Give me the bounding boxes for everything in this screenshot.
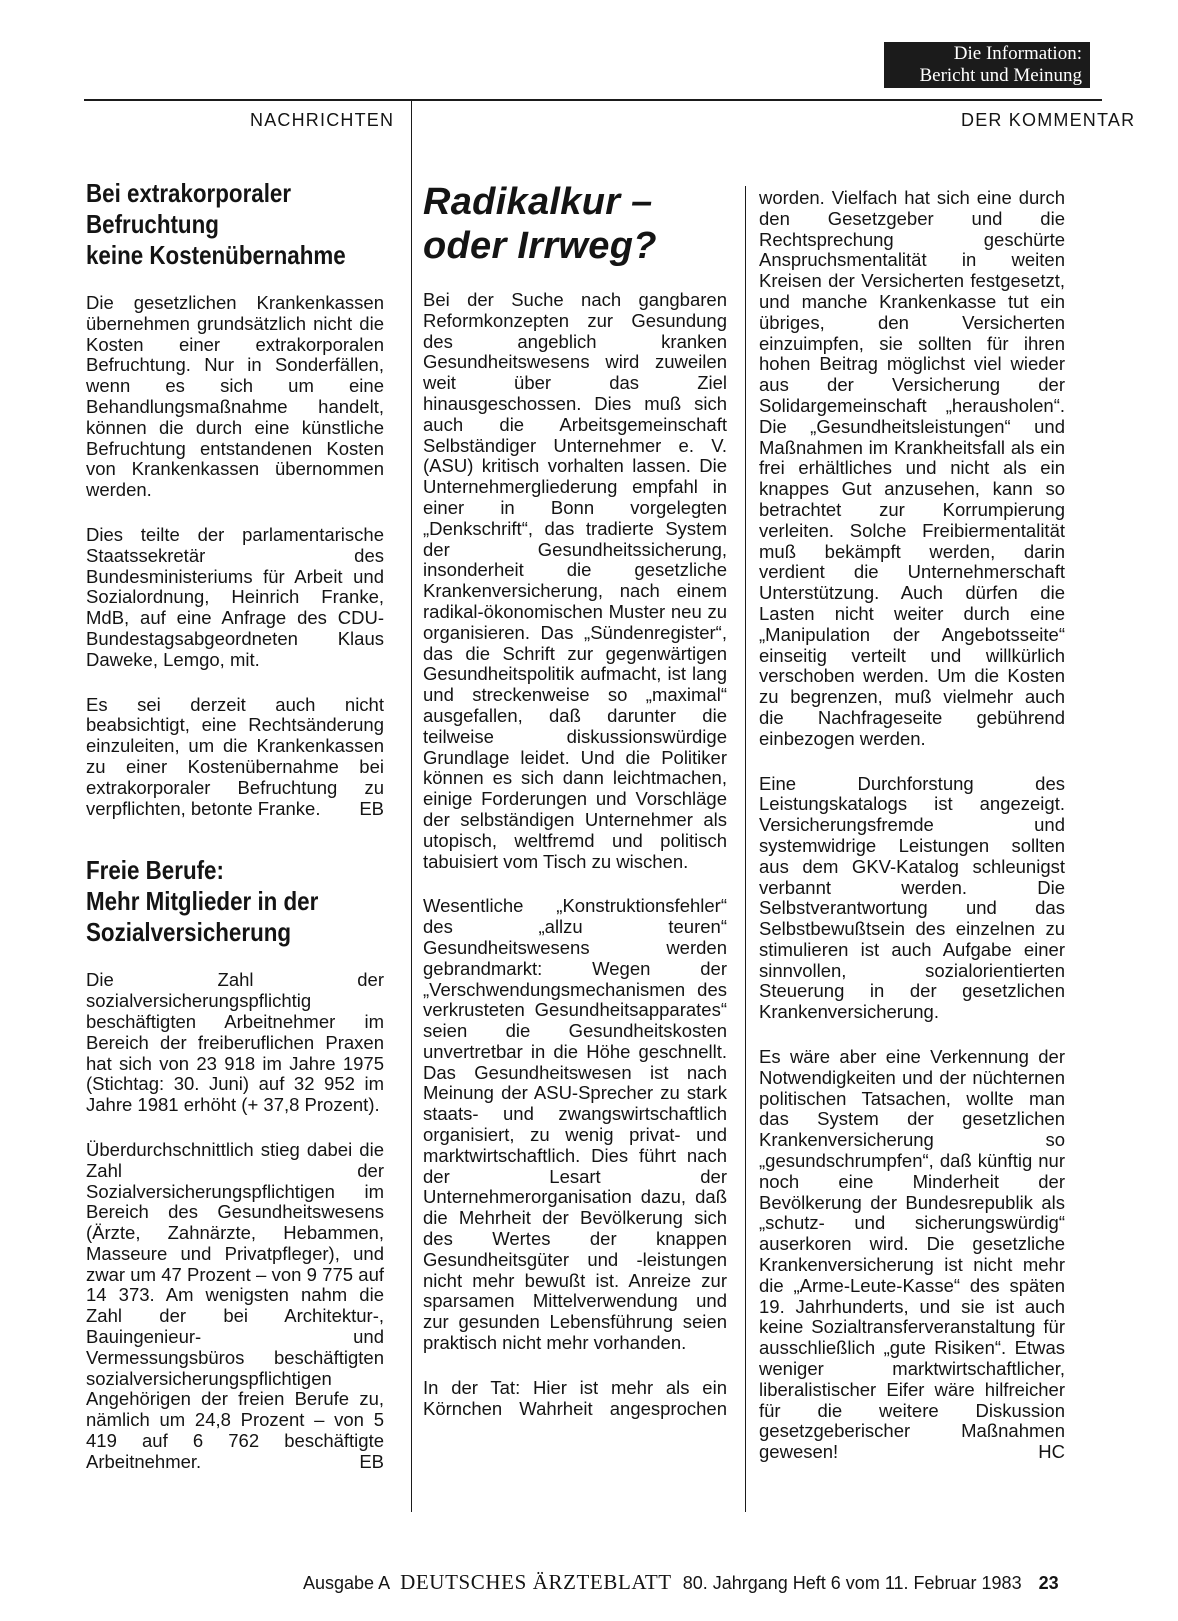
footer-edition: Ausgabe A (303, 1573, 390, 1593)
page-number: 23 (1038, 1573, 1059, 1593)
news-column (86, 178, 384, 1473)
commentary-paragraph: Eine Durchforstung des Leistungskatalogs ist angezeigt. Versicherungsfremde und systemwidrige Leistungen sollten aus dem GKV-Katalog schleunigst verbannt werden. Die Selbstverantwortung und das Selbstbewußtsein des einzelnen zu stimulieren ist auch Aufgabe einer sinnvollen, sozialorientierten Steuerung in der gesetzlichen Krankenversicherung. (759, 772, 1065, 1023)
commentary-signature: HC (1038, 1441, 1065, 1463)
commentary-paragraph: worden. Vielfach hat sich eine durch den Gesetzgeber und die Rechtsprechung geschürte Anspruchsmentalität in weiten Kreisen der Versicherten festgesetzt, und manche Krankenkasse tut ein übriges, den Versicherten einzuimpfen, sie sollten für ihren hohen Beitrag möglichst viel wieder aus der Versicherung der Solidargemeinschaft „herausholen“. Die „Gesundheitsleistungen“ und Maßnahmen im Krankheitsfall als ein frei erhältliches und nicht als ein knappes Gut anzusehen, kann so betrachtet zur Korrumpierung verleiten. Solche Freibiermentalität muß bekämpft werden, darin verdient die Unternehmerschaft Unterstützung. Auch dürfen die Lasten nicht weiter durch eine „Manipulation der Angebotsseite“ einseitig verteilt und willkürlich verschoben werden. Um die Kosten zu begrenzen, muß vielmehr auch die Nachfrageseite gebührend einbezogen werden. (759, 187, 1065, 749)
article-1-signature: EB (359, 797, 384, 819)
article-2-title: Freie Berufe: Mehr Mitglieder in der Sozialversicherung (86, 855, 319, 948)
header-rule (84, 99, 1102, 101)
article-2 (86, 855, 384, 1472)
column-divider-right (745, 186, 746, 1512)
commentary-column-1 (423, 180, 727, 1443)
commentary-paragraph: Wesentliche „Konstruktionsfehler“ des „allzu teuren“ Gesundheitswesens werden gebrandmarkt: Wegen der „Verschwendungsmechanismen des verkrusteten Gesundheitsapparates“ seien die Gesundheitskosten unvertretbar in die Höhe geschnellt. Das Gesundheitswesen ist nach Meinung der ASU-Sprecher zu stark staats- und zwangswirtschaftlich organisiert, zu wenig privat- und marktwirtschaftlich. Dies führt nach der Lesart der Unternehmerorganisation dazu, daß die Mehrheit der Bevölkerung sich des Wertes der knappen Gesundheitsgüter und -leistungen nicht mehr bewußt ist. Anreize zur sparsamen Mittelverwendung und zur gesunden Lebensführung seien praktisch nicht mehr vorhanden. (423, 895, 727, 1354)
commentary-title: Radikalkur – oder Irrweg? (423, 181, 657, 267)
badge-line-2: Bericht und Meinung (919, 65, 1082, 86)
footer-magazine: DEUTSCHES ÄRZTEBLATT (400, 1570, 672, 1594)
footer-issue: 80. Jahrgang Heft 6 vom 11. Februar 1983 (682, 1573, 1022, 1593)
column-divider-left (411, 100, 412, 1512)
commentary-paragraph: Bei der Suche nach gangbaren Reformkonzepten zur Gesundung des angeblich kranken Gesundheitswesens wird zuweilen weit über das Ziel hinausgeschossen. Dies muß sich auch die Arbeitsgemeinschaft Selbständiger Unternehmer e. V. (ASU) kritisch vorhalten lassen. Die Unternehmergliederung empfahl in einer in Bonn vorgelegten „Denkschrift“, das tradierte System der Gesundheitssicherung, insonderheit die gesetzliche Krankenversicherung, nach einem radikal-ökonomischen Muster neu zu organisieren. Das „Sündenregister“, das die Schrift zur gegenwärtigen Gesundheitspolitik aufmacht, ist lang und streckenweise so „maximal“ ausgefallen, daß darunter die teilweise diskussionswürdige Grundlage leidet. Und die Politiker können es sich dann leichtmachen, einige Forderungen und Vorschläge der selbständigen Unternehmer als utopisch, weltfremd und politisch tabuisiert vom Tisch zu wischen. (423, 289, 727, 872)
article-2-paragraph: Die Zahl der sozialversicherungspflichtig beschäftigten Arbeitnehmer im Bereich der freiberuflichen Praxen hat sich von 23 918 im Jahre 1975 (Stichtag: 30. Juni) auf 32 952 im Jahre 1981 erhöht (+ 37,8 Prozent). (86, 969, 384, 1116)
section-label-commentary: DER KOMMENTAR (961, 110, 1136, 130)
article-1-paragraph: Dies teilte der parlamentarische Staatssekretär des Bundesministeriums für Arbeit und Sozialordnung, Heinrich Franke, MdB, auf eine Anfrage des CDU-Bundestagsabgeordneten Klaus Daweke, Lemgo, mit. (86, 523, 384, 670)
commentary-paragraph: Es wäre aber eine Verkennung der Notwendigkeiten und der nüchternen politischen Tatsachen, wollte man das System der gesetzlichen Krankenversicherung so „gesundschrumpfen“, daß künftig nur noch eine Minderheit der Bevölkerung der Bundesrepublik als „schutz- und sicherungswürdig“ auserkoren wird. Die gesetzliche Krankenversicherung ist nicht mehr die „Arme-Leute-Kasse“ des späten 19. Jahrhunderts, und sie ist auch keine Sozialtransferveranstaltung für ausschließlich „gute Risiken“. Etwas weniger marktwirtschaftlicher, liberalistischer Eifer wäre hilfreicher für die weitere Diskussion gesetzgeberischer Maßnahmen gewesen! HC (759, 1046, 1065, 1463)
article-2-paragraph: Überdurchschnittlich stieg dabei die Zahl der Sozialversicherungspflichtigen im Bereich des Gesundheitswesens (Ärzte, Zahnärzte, Hebammen, Masseure und Privatpfleger), und zwar um 47 Prozent – von 9 775 auf 14 373. Am wenigsten nahm die Zahl der bei Architektur-, Bauingenieur- und Vermessungsbüros beschäftigten sozialversicherungspflichtigen Angehörigen der freien Berufe zu, nämlich um 24,8 Prozent – von 5 419 auf 6 762 beschäftigte Arbeitnehmer. EB (86, 1138, 384, 1472)
page-footer (303, 1570, 1059, 1595)
article-1 (86, 178, 384, 819)
article-1-paragraph: Es sei derzeit auch nicht beabsichtigt, eine Rechtsänderung einzuleiten, um die Krankenkassen zu einer Kostenübernahme bei extrakorporaler Befruchtung zu verpflichten, betonte Franke. EB (86, 693, 384, 819)
article-1-paragraph: Die gesetzlichen Krankenkassen übernehmen grundsätzlich nicht die Kosten einer extrakorporalen Befruchtung. Nur in Sonderfällen, wenn es sich um eine Behandlungsmaßnahme handelt, können die durch eine künstliche Befruchtung entstandenen Kosten von Krankenkassen übernommen werden. (86, 292, 384, 501)
article-2-signature: EB (359, 1450, 384, 1472)
commentary-column-2 (759, 188, 1065, 1463)
section-label-news: NACHRICHTEN (250, 110, 395, 130)
article-1-title: Bei extrakorporaler Befruchtung keine Kostenübernahme (86, 178, 346, 270)
section-badge (884, 42, 1090, 88)
commentary-paragraph: In der Tat: Hier ist mehr als ein Körnchen Wahrheit angesprochen (423, 1376, 727, 1419)
badge-line-1: Die Information: (953, 43, 1082, 64)
